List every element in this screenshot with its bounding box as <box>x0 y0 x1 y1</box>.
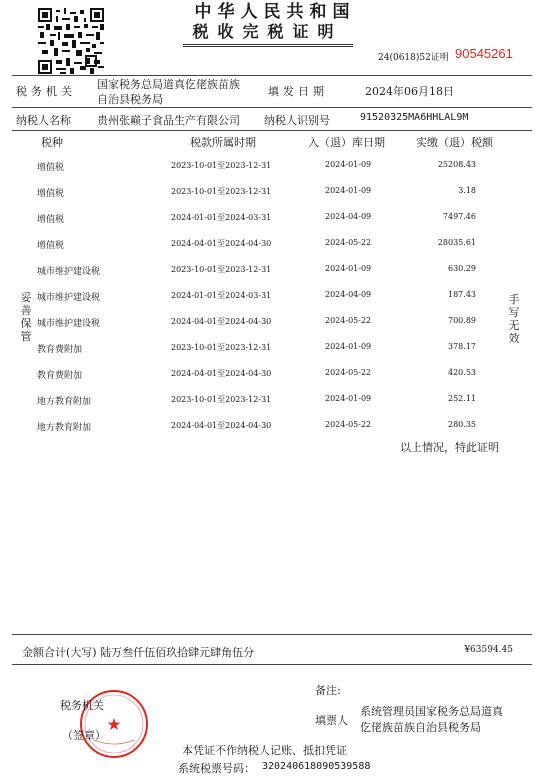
cell-tax-type: 教育费附加 <box>37 345 83 355</box>
certificate-number: 24(0618)52证明 <box>378 53 449 63</box>
divider-total <box>12 664 532 665</box>
issuer-label: 填票人 <box>315 714 348 727</box>
cell-date: 2024-05-22 <box>325 316 372 325</box>
side-note-right: 手写无效 <box>508 293 520 345</box>
cell-period: 2023-10-01至2023-12-31 <box>171 343 272 352</box>
remarks-label: 备注: <box>315 684 341 697</box>
cell-date: 2024-05-22 <box>325 238 372 247</box>
cell-tax-type: 城市维护建设税 <box>37 267 101 277</box>
cell-period: 2023-10-01至2023-12-31 <box>171 265 272 274</box>
cell-date: 2024-01-09 <box>325 264 372 273</box>
cell-amount: 252.11 <box>448 394 476 403</box>
table-row <box>0 368 547 394</box>
cell-date: 2024-05-22 <box>325 368 372 377</box>
taxpayer-id-value: 91520325MA6HHLAL9M <box>360 112 469 123</box>
tax-office-value-line1: 国家税务总局道真仡佬族苗族 <box>97 78 240 91</box>
fill-date-label: 填发日期 <box>268 85 328 98</box>
col-header-amount: 实缴（退）税额 <box>416 136 493 149</box>
table-row <box>0 290 547 316</box>
total-amount-value: ¥63594.45 <box>464 645 513 655</box>
col-header-tax-type: 税种 <box>41 136 63 149</box>
cell-amount: 25208.43 <box>437 160 476 169</box>
table-row <box>0 264 547 290</box>
cell-date: 2024-01-09 <box>325 342 372 351</box>
cell-tax-type: 增值税 <box>37 189 65 199</box>
divider-table-bottom <box>12 634 532 635</box>
divider-info <box>12 107 532 108</box>
col-header-date: 入（退）库日期 <box>308 136 385 149</box>
tax-office-value-line2: 自治县税务局 <box>97 93 163 106</box>
cell-tax-type: 增值税 <box>37 241 65 251</box>
cell-amount: 420.53 <box>448 368 476 377</box>
cell-amount: 187.43 <box>448 290 476 299</box>
disclaimer-note: 本凭证不作纳税人记账、抵扣凭证 <box>182 744 347 757</box>
cell-period: 2023-10-01至2023-12-31 <box>171 187 272 196</box>
side-note-left: 妥善保管 <box>20 291 32 343</box>
table-row <box>0 394 547 420</box>
cell-tax-type: 地方教育附加 <box>37 423 92 433</box>
cell-period: 2024-01-01至2024-03-31 <box>171 213 272 222</box>
cell-date: 2024-05-22 <box>325 420 372 429</box>
table-row <box>0 316 547 342</box>
cell-tax-type: 增值税 <box>37 215 65 225</box>
document-subtitle: 税收完税证明 <box>192 22 343 41</box>
divider-top <box>12 75 532 76</box>
cell-period: 2024-04-01至2024-04-30 <box>171 317 272 326</box>
table-row <box>0 238 547 264</box>
cell-period: 2024-01-01至2024-03-31 <box>171 291 272 300</box>
cell-period: 2024-04-01至2024-04-30 <box>171 421 272 430</box>
cell-period: 2024-04-01至2024-04-30 <box>171 239 272 248</box>
taxpayer-id-label: 纳税人识别号 <box>264 114 330 127</box>
cell-date: 2024-04-09 <box>325 290 372 299</box>
issuer-value-line2: 仡佬族苗族自治县税务局 <box>360 721 481 734</box>
cell-date: 2024-01-09 <box>325 394 372 403</box>
taxpayer-name-label: 纳税人名称 <box>16 114 71 127</box>
cell-amount: 28035.61 <box>437 238 476 247</box>
ticket-number-label: 系统税票号码： <box>178 762 255 775</box>
table-row <box>0 212 547 238</box>
total-amount-words: 金额合计(大写) 陆万叁仟伍佰玖拾肆元肆角伍分 <box>22 646 255 659</box>
taxpayer-name-value: 贵州张巅子食品生产有限公司 <box>97 114 240 127</box>
table-row <box>0 160 547 186</box>
table-row <box>0 186 547 212</box>
certificate-serial-red: 90545261 <box>455 46 513 61</box>
qr-code-icon <box>38 8 104 74</box>
cell-date: 2024-04-09 <box>325 212 372 221</box>
cell-date: 2024-01-09 <box>325 160 372 169</box>
cell-tax-type: 城市维护建设税 <box>37 319 101 329</box>
cell-period: 2023-10-01至2023-12-31 <box>171 161 272 170</box>
title-underline <box>183 44 353 45</box>
cell-amount: 3.18 <box>458 186 476 195</box>
cell-amount: 630.29 <box>448 264 476 273</box>
tax-office-label: 税务机关 <box>16 85 76 98</box>
cell-amount: 700.89 <box>448 316 476 325</box>
footer-tax-office-label: 税务机关 <box>60 699 104 712</box>
ticket-number-value: 320240618090539588 <box>262 761 371 772</box>
cell-amount: 378.17 <box>448 342 476 351</box>
title-underline-2 <box>183 46 353 47</box>
cell-period: 2024-04-01至2024-04-30 <box>171 369 272 378</box>
document-title: 中华人民共和国 <box>194 2 356 22</box>
divider-taxpayer <box>12 130 532 131</box>
cell-amount: 7497.46 <box>442 212 476 221</box>
cell-amount: 280.35 <box>448 420 476 429</box>
cell-date: 2024-01-09 <box>325 186 372 195</box>
cell-tax-type: 地方教育附加 <box>37 397 92 407</box>
col-header-period: 税款所属时期 <box>190 136 256 149</box>
cell-tax-type: 教育费附加 <box>37 371 83 381</box>
cell-period: 2023-10-01至2023-12-31 <box>171 395 272 404</box>
cell-tax-type: 城市维护建设税 <box>37 293 101 303</box>
conclusion-text: 以上情况，特此证明 <box>400 441 499 454</box>
fill-date-value: 2024年06月18日 <box>365 85 454 98</box>
seal-label: （签章） <box>62 729 106 742</box>
table-row <box>0 342 547 368</box>
cell-tax-type: 增值税 <box>37 163 65 173</box>
issuer-value-line1: 系统管理员国家税务总局道真 <box>360 705 503 718</box>
